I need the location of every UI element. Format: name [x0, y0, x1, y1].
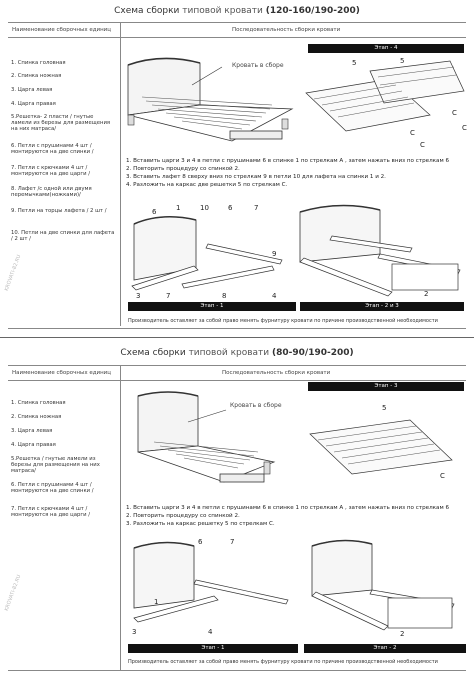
stage-2-label: Этап - 2	[304, 644, 466, 653]
svg-text:5: 5	[382, 404, 387, 412]
header-parts: Наименование сборочных единиц	[12, 370, 111, 376]
part-1: 1. Спинка головная	[11, 400, 66, 406]
svg-text:2: 2	[424, 290, 429, 298]
svg-text:4: 4	[208, 628, 213, 636]
svg-text:C: C	[462, 124, 467, 132]
watermark: KROVATI-82.RU	[3, 574, 23, 612]
svg-text:7: 7	[254, 204, 259, 212]
stage-4-drawing	[300, 55, 470, 155]
header-sequence: Последовательность сборки кровати	[222, 370, 331, 376]
part-3: 3. Царга левая	[11, 428, 53, 434]
sheet-1-title: Схема сборки типовой кровати (120-160/190-200)	[114, 6, 360, 16]
bed-caption: Кровать в сборе	[230, 402, 282, 409]
svg-text:C: C	[420, 141, 425, 149]
step-2: 2. Повторить процедуру со спинкой 2.	[126, 166, 240, 172]
part-8: 8. Лафет /с одной или двумя перемычками(ножками)/	[11, 186, 92, 199]
stage-2-drawing	[304, 534, 468, 638]
svg-text:C: C	[452, 109, 457, 117]
step-3: 3. Разложить на каркас решетку 5 по стрелкам С.	[126, 521, 275, 527]
svg-text:C: C	[440, 472, 445, 480]
stage-1-drawing	[124, 534, 294, 638]
part-2: 2. Спинка ножная	[11, 73, 62, 79]
step-1: 1. Вставить царги 3 и 4 в петли с прушинами 6 в спинке 1 по стрелкам А , затем нажать вниз по стрелкам 6	[126, 505, 450, 511]
svg-text:6: 6	[198, 538, 203, 546]
manufacturer-note: Производитель оставляет за собой право менять фурнитуру кровати по причине производственной необходимости	[128, 318, 438, 324]
assembly-steps	[126, 504, 449, 528]
part-6: 6. Петли с прушинами 4 шт /монтируются на две спинки /	[11, 143, 94, 156]
svg-text:5: 5	[400, 57, 405, 65]
part-5: 5.Решетка / гнутые ламели из березы для размещения на них матраса/	[11, 456, 100, 475]
part-2: 2. Спинка ножная	[11, 414, 62, 420]
svg-text:8: 8	[222, 292, 227, 300]
step-2: 2. Повторить процедуру со спинкой 2.	[126, 513, 240, 519]
svg-text:6: 6	[228, 204, 233, 212]
svg-text:7: 7	[230, 538, 235, 546]
svg-text:2: 2	[400, 630, 405, 638]
stage-2-callouts	[400, 630, 404, 638]
assembly-steps	[126, 157, 449, 189]
svg-text:1: 1	[176, 204, 181, 212]
part-9: 9. Петли на торцы лафета / 2 шт /	[11, 208, 107, 214]
part-4: 4. Царга правая	[11, 442, 56, 448]
stage-3-drawing	[300, 394, 470, 494]
svg-text:C: C	[410, 129, 415, 137]
sheet-2-title: Схема сборки типовой кровати (80-90/190-200)	[120, 348, 354, 358]
svg-text:7: 7	[166, 292, 171, 300]
stage-3-label: Этап - 3	[308, 382, 464, 391]
stage-4-label: Этап - 4	[308, 44, 464, 53]
svg-text:3: 3	[132, 628, 137, 636]
watermark: KROVATI-82.RU	[3, 254, 23, 292]
stage-1-drawing	[122, 196, 290, 302]
sheet-divider	[0, 337, 474, 338]
stage-2-3-drawing	[292, 196, 468, 302]
stage-1-label: Этап - 1	[128, 644, 298, 653]
svg-text:3: 3	[136, 292, 141, 300]
part-6: 6. Петли с прушинами 4 шт /монтируются на две спинки /	[11, 482, 94, 495]
svg-text:10: 10	[200, 204, 209, 212]
part-1: 1. Спинка головная	[11, 60, 66, 66]
sheet-2	[0, 340, 474, 680]
part-7: 7. Петли с крючками 4 шт /монтируются на две царги /	[11, 506, 91, 519]
part-3: 3. Царга левая	[11, 87, 53, 93]
part-4: 4. Царга правая	[11, 101, 56, 107]
part-5: 5.Решетка- 2 пласти / гнутые ламели из березы для размещения на них матраса/	[11, 114, 111, 133]
manufacturer-note: Производитель оставляет за собой право менять фурнитуру кровати по причине производственной необходимости	[128, 659, 438, 665]
stage-2-3-callouts	[424, 290, 428, 298]
part-10: 10. Петли на две спинки для лафета / 2 шт /	[11, 230, 115, 243]
svg-text:9: 9	[272, 250, 277, 258]
svg-text:1: 1	[154, 598, 159, 606]
svg-text:4: 4	[272, 292, 277, 300]
stage-2-3-label: Этап - 2 и 3	[300, 302, 464, 311]
header-parts: Наименование сборочных единиц	[12, 27, 111, 33]
step-4: 4. Разложить на каркас две решетки 5 по стрелкам С.	[126, 182, 288, 188]
assembled-bed-drawing	[122, 45, 302, 145]
header-sequence: Последовательность сборки кровати	[232, 27, 341, 33]
bed-caption: Кровать в сборе	[232, 62, 284, 69]
step-1: 1. Вставить царги 3 и 4 в петли с прушинами 6 в спинке 1 по стрелкам А , затем нажать вниз по стрелкам 6	[126, 158, 450, 164]
svg-text:5: 5	[352, 59, 357, 67]
part-7: 7. Петли с крючками 4 шт /монтируются на две царги /	[11, 165, 91, 178]
svg-text:6: 6	[152, 208, 157, 216]
sheet-1	[0, 0, 474, 338]
stage-1-label: Этап - 1	[128, 302, 296, 311]
step-3: 3. Вставить лафет 8 сверху вниз по стрелкам 9 в петли 10 для лафета на спинки 1 и 2.	[126, 174, 386, 180]
